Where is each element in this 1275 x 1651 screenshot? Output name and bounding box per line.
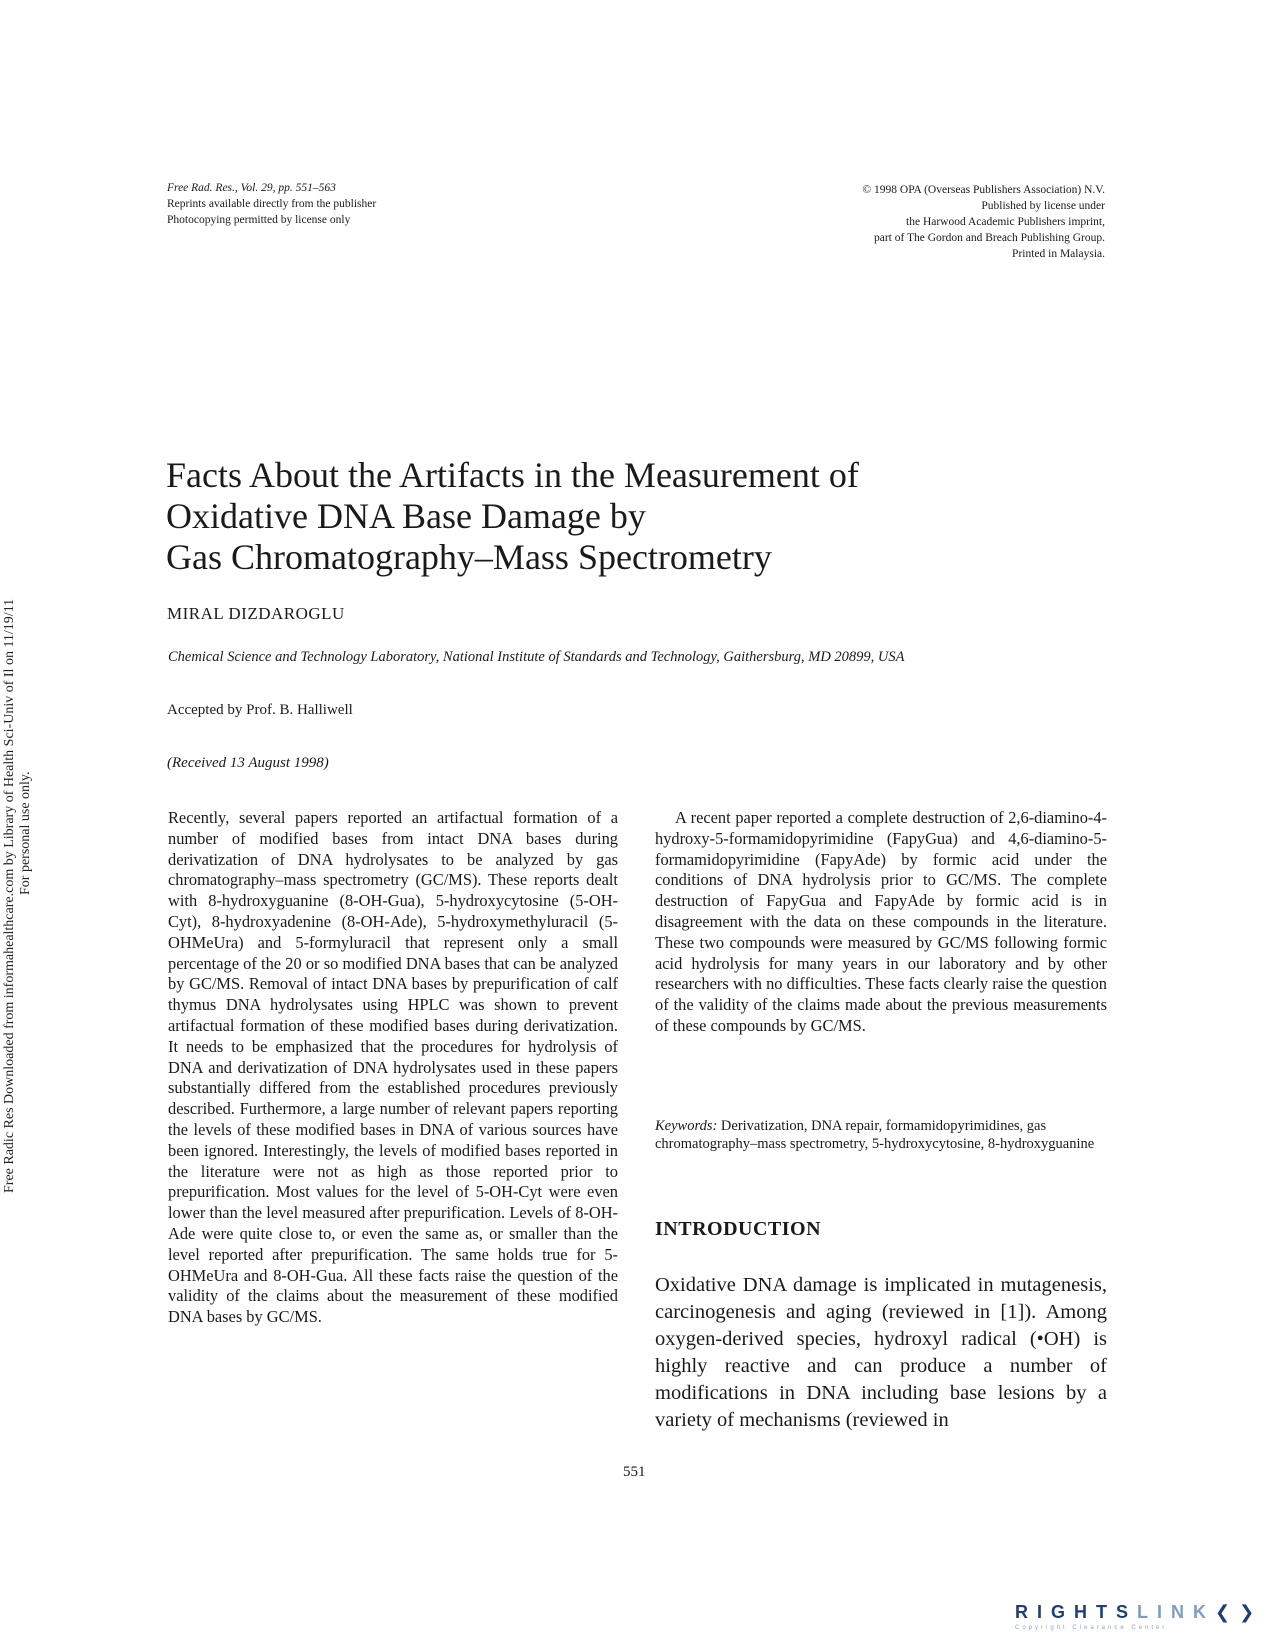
copyright-line: © 1998 OPA (Overseas Publishers Association) N.V.	[862, 184, 1105, 196]
imprint-line: the Harwood Academic Publishers imprint,	[906, 216, 1105, 228]
rightslink-wordmark	[1015, 1602, 1264, 1623]
keywords	[655, 1117, 1107, 1153]
photocopy-line: Photocopying permitted by license only	[167, 214, 351, 226]
copyright-block	[760, 182, 1105, 262]
personal-use-line: For personal use only.	[18, 771, 33, 895]
rightslink-wordmark-dark: RIGHTS	[1015, 1602, 1138, 1622]
title-line: Gas Chromatography–Mass Spectrometry	[166, 537, 772, 577]
author-affiliation: Chemical Science and Technology Laboratory, National Institute of Standards and Technology, Gaithersburg, MD 20899, USA	[168, 649, 905, 665]
download-note-line: Free Radic Res Downloaded from informahealthcare.com by Library of Health Sci-Univ of Il on 11/19/11	[2, 598, 17, 1193]
keywords-list: Derivatization, DNA repair, formamidopyrimidines, gas chromatography–mass spectrometry, 5-hydroxycytosine, 8-hydroxyguanine	[655, 1118, 1095, 1152]
download-watermark	[2, 473, 34, 1193]
page-number: 551	[623, 1464, 646, 1480]
citation-line: Free Rad. Res., Vol. 29, pp. 551–563	[167, 182, 336, 194]
abstract-column-left: Recently, several papers reported an artifactual formation of a number of modified bases from intact DNA bases during derivatization of DNA hydrolysates to be analyzed by gas chromatography–mass spectrometry (GC/MS). These reports dealt with 8-hydroxyguanine (8-OH-Gua), 5-hydroxycytosine (5-OH-Cyt), 8-hydroxyadenine (8-OH-Ade), 5-hydroxymethyluracil (5-OHMeUra) and 5-formyluracil that represent only a small percentage of the 20 or so modified DNA bases that can be analyzed by GC/MS. Removal of intact DNA bases by prepurification of calf thymus DNA hydrolysates using HPLC was shown to prevent artifactual formation of these modified bases during derivatization. It needs to be emphasized that the procedures for hydrolysis of DNA and derivatization of DNA hydrolysates used in these papers substantially differed from the established procedures previously described. Furthermore, a large number of relevant papers reporting the levels of these modified bases in DNA of various sources have been ignored. Interestingly, the levels of modified bases reported in the literature were not as high as those reported prior to prepurification. Most values for the level of 5-OH-Cyt were even lower than the level measured after prepurification. Levels of 8-OH-Ade were quite close to, or even the same as, or smaller than the level reported after prepurification. The same holds true for 5-OHMeUra and 8-OH-Gua. All these facts raise the question of the validity of the claims about the measurement of these modified DNA bases by GC/MS.	[168, 808, 618, 1327]
printed-line: Printed in Malaysia.	[1012, 248, 1105, 260]
group-line: part of The Gordon and Breach Publishing Group.	[873, 232, 1105, 244]
rightslink-tagline: Copyright Clearance Center	[1015, 1625, 1168, 1631]
reprints-line: Reprints available directly from the publisher	[167, 198, 377, 210]
author-name: MIRAL DIZDAROGLU	[167, 604, 345, 623]
rightslink-wordmark-light: LINK	[1137, 1602, 1216, 1622]
title-line: Oxidative DNA Base Damage by	[166, 496, 646, 536]
journal-citation	[167, 180, 376, 228]
rightslink-logo[interactable]	[1015, 1602, 1264, 1642]
keywords-label: Keywords:	[655, 1118, 718, 1134]
abstract-column-right: A recent paper reported a complete destruction of 2,6-diamino-4-hydroxy-5-formamidopyrimidine (FapyGua) and 4,6-diamino-5-formamidopyrimidine (FapyAde) by formic acid under the conditions of DNA hydrolysis prior to GC/MS. The complete destruction of FapyGua and FapyAde by formic acid is in disagreement with the data on these compounds in the literature. These two compounds were measured by GC/MS following formic acid hydrolysis for many years in our laboratory and by other researchers with no difficulties. These facts clearly raise the question of the validity of the claims made about the previous measurements of these compounds by GC/MS.	[655, 808, 1107, 1035]
title-line: Facts About the Artifacts in the Measurement of	[166, 455, 859, 495]
license-line: Published by license under	[981, 200, 1105, 212]
accepted-by: Accepted by Prof. B. Halliwell	[167, 702, 353, 718]
rightslink-arrow-icon: ❮❯	[1215, 1602, 1264, 1622]
section-heading-introduction: INTRODUCTION	[655, 1218, 822, 1240]
introduction-text: Oxidative DNA damage is implicated in mutagenesis, carcinogenesis and aging (reviewed in [1]). Among oxygen-derived species, hydroxyl radical (•OH) is highly reactive and can produce a number of modifications in DNA including base lesions by a variety of mechanisms (reviewed in	[655, 1274, 1107, 1431]
received-date: (Received 13 August 1998)	[167, 755, 329, 771]
article-title	[166, 455, 1066, 578]
